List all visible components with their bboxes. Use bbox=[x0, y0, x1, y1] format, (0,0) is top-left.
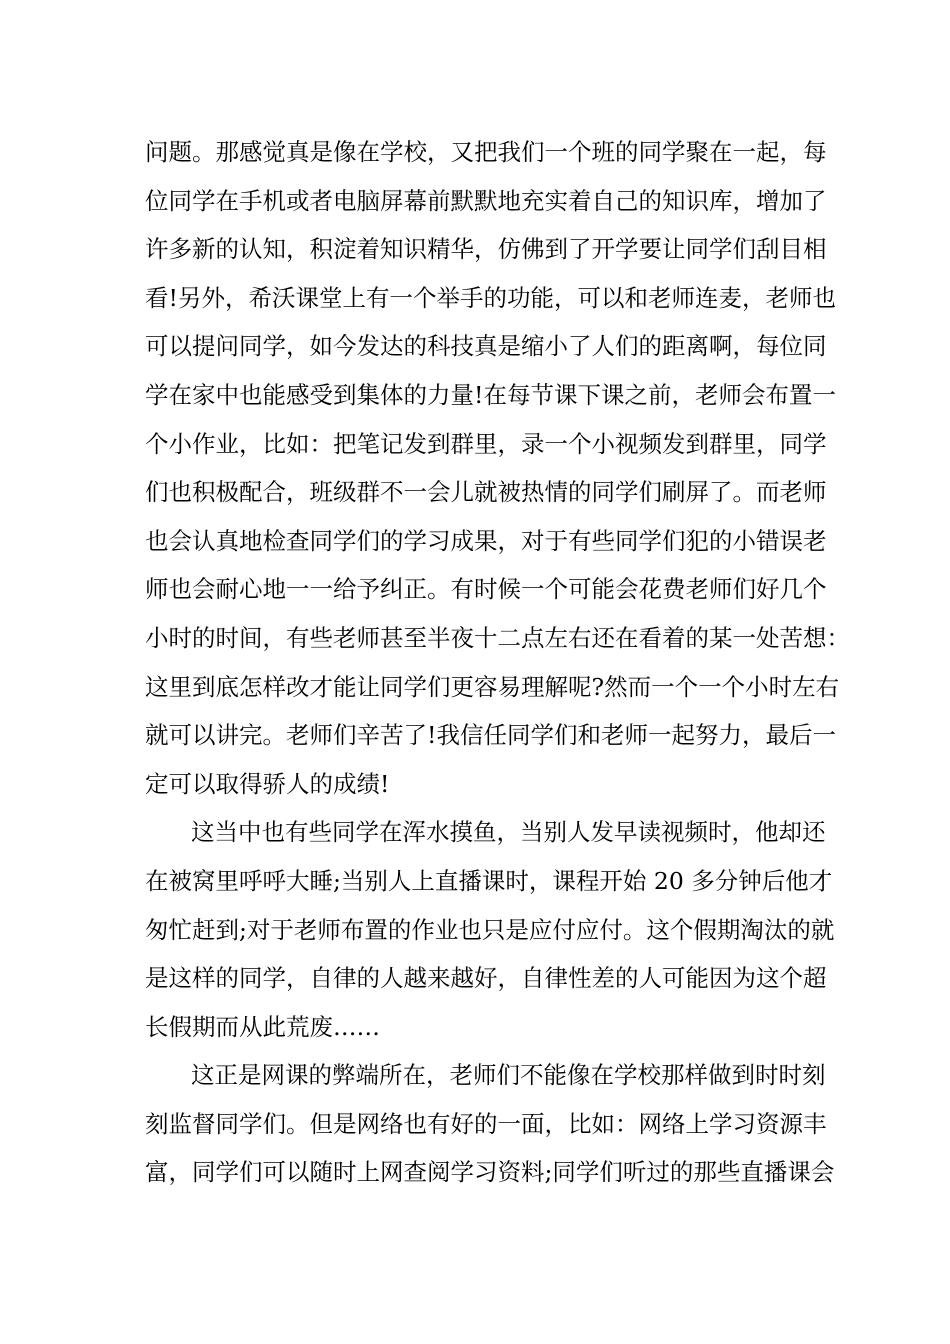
text-line: 可以提问同学，如今发达的科技真是缩小了人们的距离啊，每位同 bbox=[145, 332, 827, 361]
text-line: 许多新的认知，积淀着知识精华，仿佛到了开学要让同学们刮目相 bbox=[145, 235, 827, 264]
text-line: 长假期而从此荒废…… bbox=[145, 1012, 380, 1041]
text-line: 位同学在手机或者电脑屏幕前默默地充实着自己的知识库，增加了 bbox=[145, 186, 827, 215]
text-line: 是这样的同学，自律的人越来越好，自律性差的人可能因为这个超 bbox=[145, 964, 827, 993]
text-line: 在被窝里呼呼大睡;当别人上直播课时，课程开始 20 多分钟后他才 bbox=[145, 866, 833, 895]
text-line: 定可以取得骄人的成绩! bbox=[145, 769, 390, 798]
text-line: 小时的时间，有些老师甚至半夜十二点左右还在看着的某一处苦想： bbox=[145, 623, 850, 652]
text-line: 这正是网课的弊端所在，老师们不能像在学校那样做到时时刻 bbox=[191, 1061, 826, 1090]
text-line: 就可以讲完。老师们辛苦了!我信任同学们和老师一起努力，最后一 bbox=[145, 721, 836, 750]
text-line: 师也会耐心地一一给予纠正。有时候一个可能会花费老师们好几个 bbox=[145, 575, 827, 604]
text-line: 刻监督同学们。但是网络也有好的一面，比如：网络上学习资源丰 bbox=[145, 1109, 827, 1138]
text-line: 也会认真地检查同学们的学习成果，对于有些同学们犯的小错误老 bbox=[145, 526, 827, 555]
text-line: 个小作业，比如：把笔记发到群里，录一个小视频发到群里，同学 bbox=[145, 429, 827, 458]
text-line: 看!另外，希沃课堂上有一个举手的功能，可以和老师连麦，老师也 bbox=[145, 283, 836, 312]
text-line: 问题。那感觉真是像在学校，又把我们一个班的同学聚在一起，每 bbox=[145, 138, 827, 166]
text-line: 这当中也有些同学在浑水摸鱼，当别人发早读视频时，他却还 bbox=[191, 818, 826, 847]
body-text bbox=[145, 128, 850, 1197]
text-line: 匆忙赶到;对于老师布置的作业也只是应付应付。这个假期淘汰的就 bbox=[145, 915, 835, 944]
text-line: 们也积极配合，班级群不一会儿就被热情的同学们刷屏了。而老师 bbox=[145, 478, 827, 507]
text-line: 这里到底怎样改才能让同学们更容易理解呢?然而一个一个小时左右 bbox=[145, 672, 840, 701]
text-line: 学在家中也能感受到集体的力量!在每节课下课之前，老师会布置一 bbox=[145, 380, 836, 409]
text-line: 富，同学们可以随时上网查阅学习资料;同学们听过的那些直播课会 bbox=[145, 1158, 835, 1187]
